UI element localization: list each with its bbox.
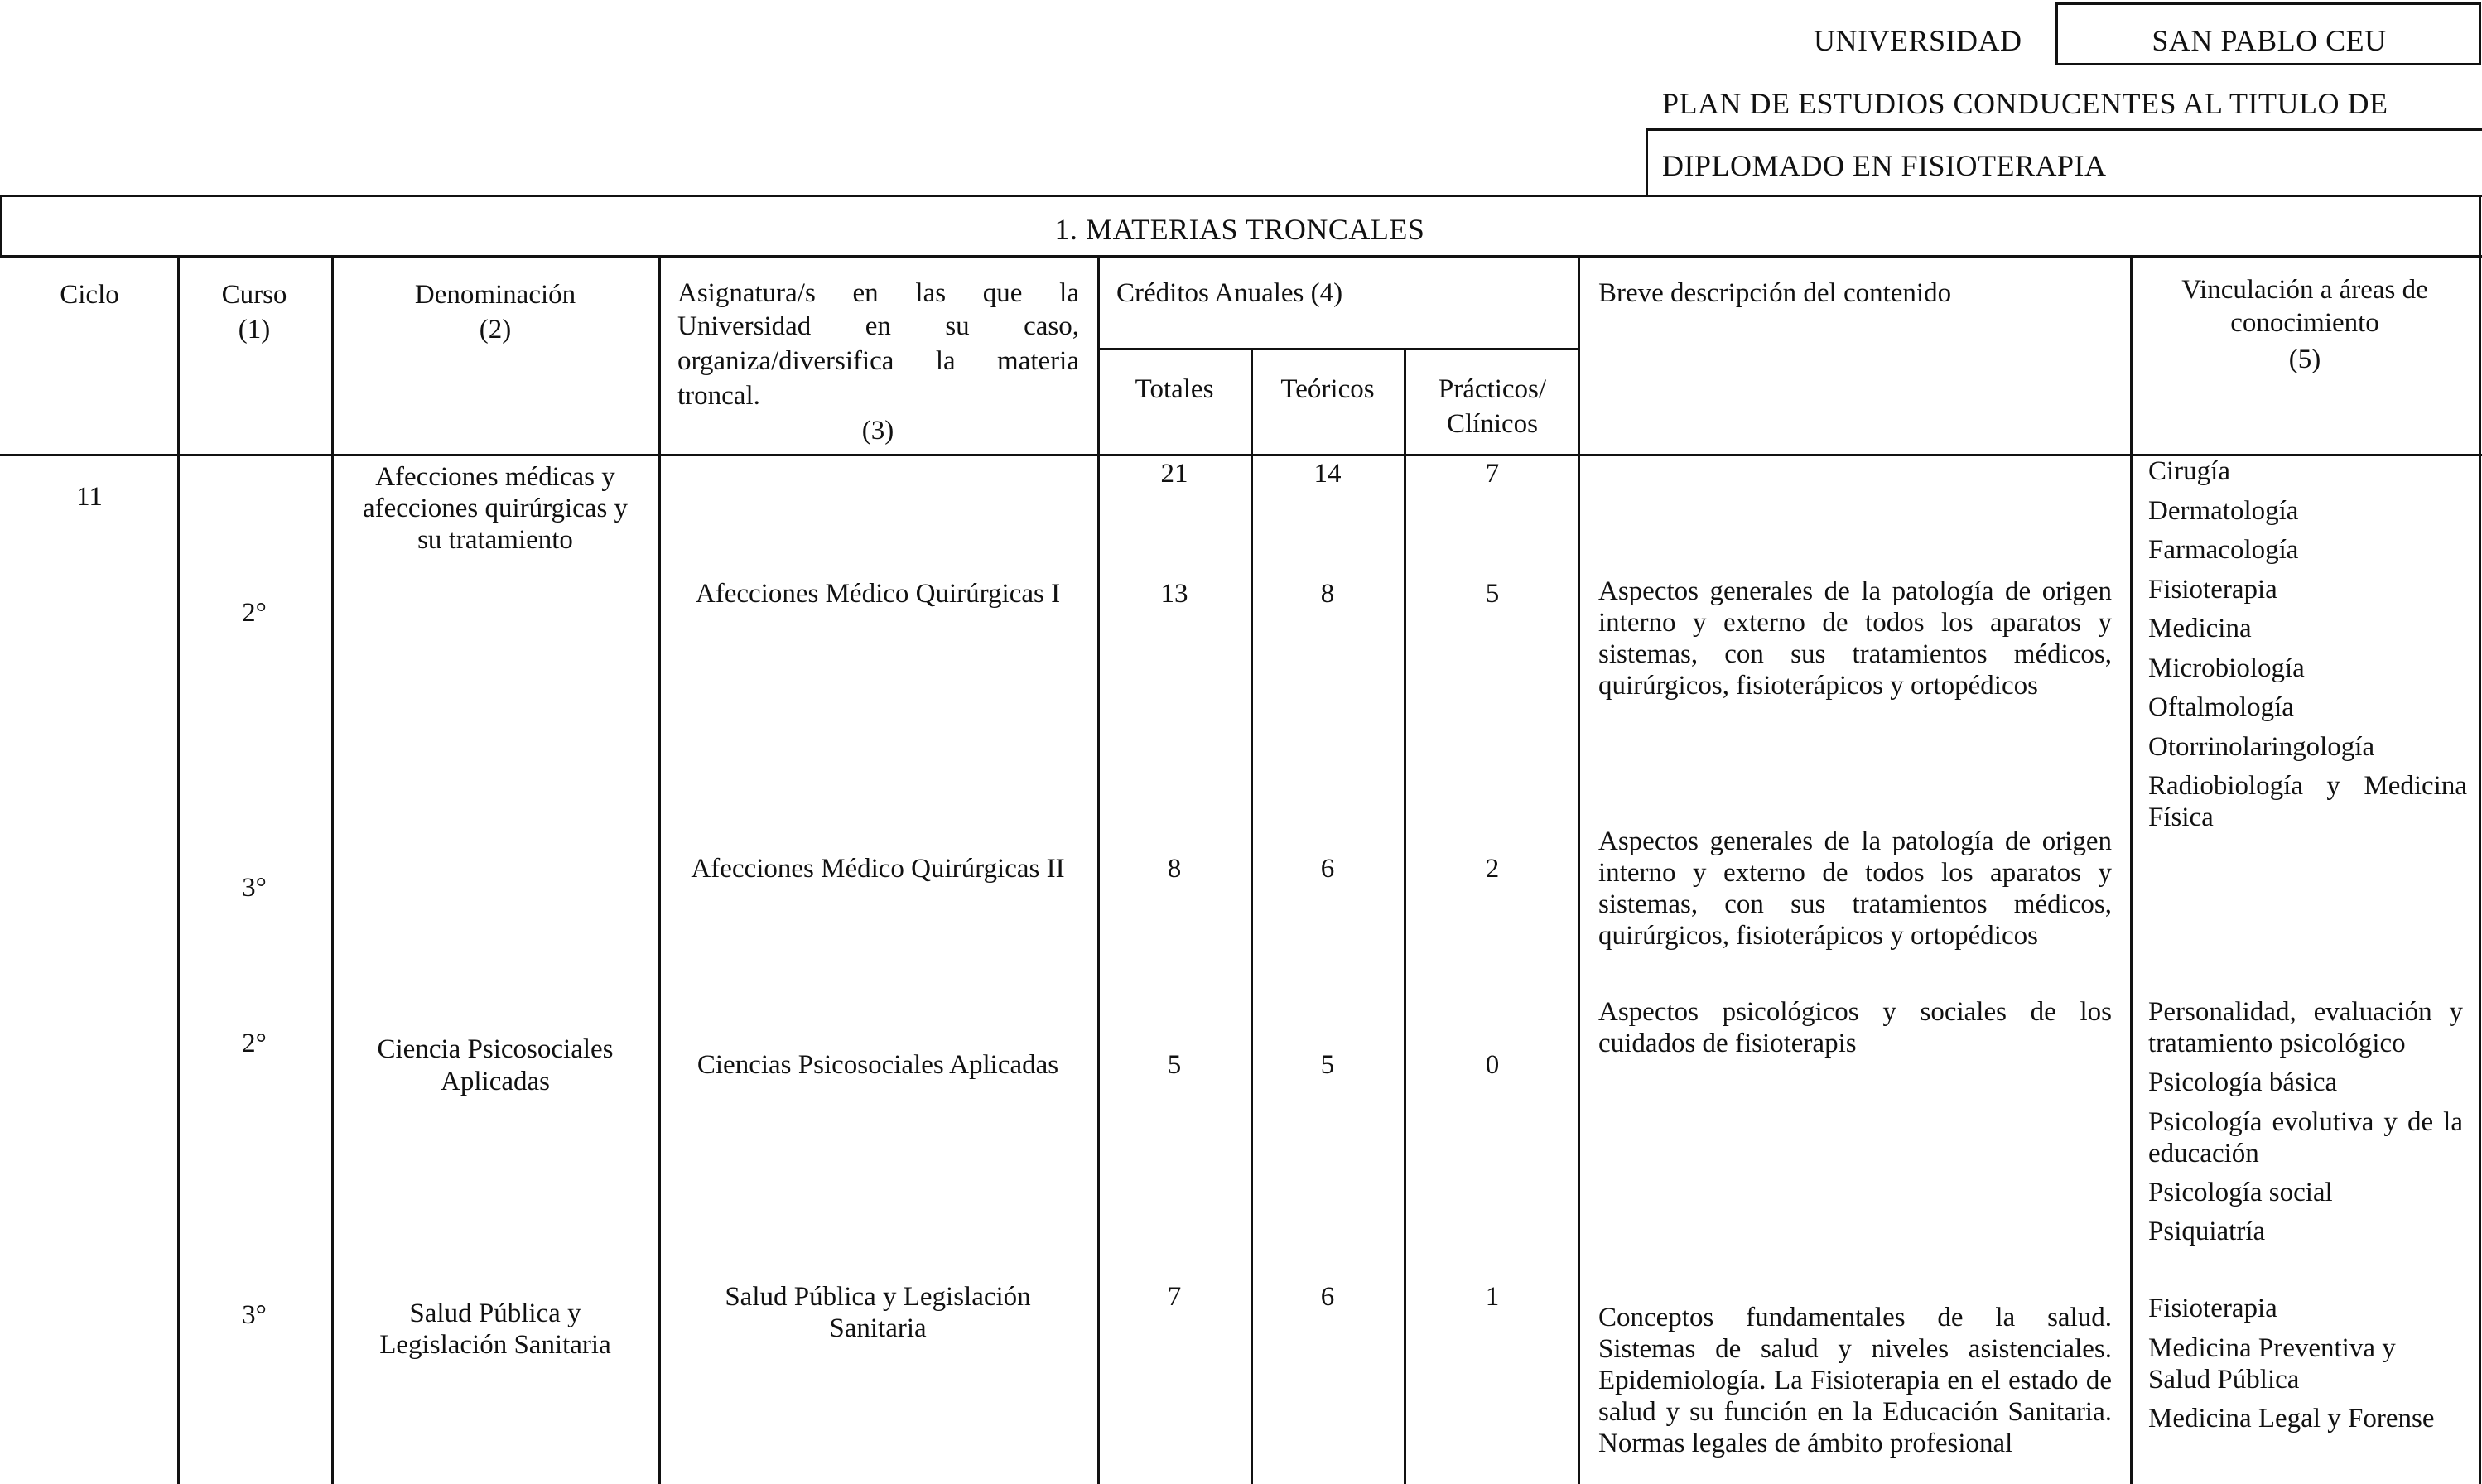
header-curso-note: (1): [238, 315, 271, 344]
area-item: Fisioterapia: [2148, 1294, 2277, 1323]
header-denominacion: Denominación: [414, 280, 576, 310]
r5-areas-list: [2148, 1293, 2463, 1434]
r2-descripcion: Aspectos generales de la patología de origen interno y externo de todos los aparatos y sistemas, con sus tratamientos médicos, quirúrgicos, fisioterápicos y ortopédicos: [1598, 576, 2112, 701]
title-row-border: [0, 255, 2482, 258]
r5-asignatura-2: Sanitaria: [829, 1313, 927, 1343]
r4-asignatura: Ciencias Psicosociales Aplicadas: [696, 1050, 1059, 1080]
r1-practicos: 7: [1485, 459, 1500, 489]
area-item: Psicología social: [2148, 1177, 2333, 1207]
r3-descripcion: Aspectos generales de la patología de origen interno y externo de todos los aparatos y sistemas, con sus tratamientos médicos, quirúrgicos, fisioterápicos y ortopédicos: [1598, 826, 2112, 951]
r5-denominacion-1: Salud Pública y: [409, 1298, 581, 1328]
r1-denominacion-2: afecciones quirúrgicas y: [362, 494, 629, 523]
area-item: Radiobiología y Medicina Física: [2148, 771, 2467, 832]
r4-totales: 5: [1167, 1050, 1182, 1080]
r4-denominacion-2: Aplicadas: [441, 1067, 550, 1096]
area-item: Cirugía: [2148, 456, 2230, 486]
r4-curso: 2°: [242, 1029, 267, 1058]
r5-totales: 7: [1167, 1282, 1182, 1312]
r5-descripcion: Conceptos fundamentales de la salud. Sistemas de salud y niveles asistenciales. Epidemiología. La Fisioterapia en el estado de salud y su función en la Educación Sanitaria. Normas legales de ámbito profesional: [1598, 1303, 2112, 1458]
header-descripcion: Breve descripción del contenido: [1598, 278, 1952, 308]
r5-denominacion-2: Legislación Sanitaria: [379, 1330, 611, 1360]
col-line-teoricos: [1404, 349, 1406, 1484]
col-line-descripcion: [2130, 255, 2133, 1484]
section-title: 1. MATERIAS TRONCALES: [1054, 213, 1425, 246]
header-teoricos: Teóricos: [1280, 374, 1375, 404]
header-asignatura-line4: troncal.: [677, 381, 760, 411]
r2-totales: 13: [1160, 579, 1188, 609]
header-vinculacion: Vinculación a áreas de: [2181, 275, 2428, 305]
r2-curso: 2°: [242, 598, 267, 628]
r2-asignatura: Afecciones Médico Quirúrgicas I: [695, 579, 1061, 609]
r4-descripcion: Aspectos psicológicos y sociales de los cuidados de fisioterapis: [1598, 997, 2112, 1058]
header-practicos-2: Clínicos: [1446, 409, 1539, 439]
area-item: Fisioterapia: [2148, 574, 2277, 605]
r1-denominacion-1: Afecciones médicas y: [375, 462, 615, 492]
r3-asignatura: Afecciones Médico Quirúrgicas II: [691, 854, 1065, 884]
university-name: SAN PABLO CEU: [2152, 24, 2387, 57]
header-practicos: Prácticos/: [1438, 374, 1547, 404]
header-vinculacion-note: (5): [2288, 344, 2321, 374]
header-row-border: [0, 454, 2482, 456]
col-line-denominacion: [658, 255, 661, 1484]
r3-totales: 8: [1167, 854, 1182, 884]
r5-asignatura-1: Salud Pública y Legislación: [725, 1282, 1031, 1312]
area-item: Dermatología: [2148, 495, 2299, 526]
r3-curso: 3°: [242, 873, 267, 903]
area-item: Medicina: [2148, 614, 2252, 643]
university-label: UNIVERSIDAD: [1814, 24, 2022, 57]
creditos-sub-border: [1097, 348, 1580, 350]
header-ciclo: Ciclo: [60, 280, 119, 310]
degree-box-left: [1646, 128, 1648, 195]
header-asignatura-line3: organiza/diversifica la materia: [677, 346, 1079, 376]
area-item: Otorrinolaringología: [2148, 731, 2375, 762]
r5-practicos: 1: [1485, 1282, 1500, 1312]
r2-practicos: 5: [1485, 579, 1500, 609]
col-line-totales: [1251, 349, 1253, 1484]
area-item: Psiquiatría: [2148, 1217, 2266, 1246]
r4-denominacion-1: Ciencia Psicosociales: [377, 1034, 614, 1064]
r4-teoricos: 5: [1320, 1050, 1335, 1080]
header-denominacion-note: (2): [479, 315, 512, 344]
r3-practicos: 2: [1485, 854, 1500, 884]
r4-practicos: 0: [1485, 1050, 1500, 1080]
area-item: Medicina Legal y Forense: [2148, 1403, 2435, 1433]
r1-areas-list: [2148, 455, 2467, 833]
ciclo-value: 11: [76, 482, 103, 512]
table-right-border: [2479, 195, 2481, 1484]
r3-teoricos: 6: [1320, 854, 1335, 884]
r5-curso: 3°: [242, 1300, 267, 1330]
area-item: Oftalmología: [2148, 692, 2294, 722]
area-item: Personalidad, evaluación y tratamiento psicológico: [2148, 997, 2463, 1058]
col-line-creditos: [1578, 255, 1580, 1484]
r4-areas-list: [2148, 996, 2463, 1247]
header-asignatura-line2: Universidad en su caso,: [677, 311, 1079, 341]
col-line-curso: [331, 255, 334, 1484]
degree-box-top: [1646, 128, 2482, 131]
area-item: Microbiología: [2148, 653, 2305, 683]
header-asignatura-note: (3): [861, 416, 894, 446]
header-curso: Curso: [221, 280, 287, 310]
area-item: Medicina Preventiva y Salud Pública: [2148, 1332, 2396, 1395]
r5-teoricos: 6: [1320, 1282, 1335, 1312]
header-asignatura-line1: Asignatura/s en las que la: [677, 278, 1079, 308]
header-vinculacion-2: conocimiento: [2230, 308, 2379, 338]
header-totales: Totales: [1135, 374, 1214, 404]
r1-totales: 21: [1160, 459, 1188, 489]
area-item: Psicología básica: [2148, 1067, 2338, 1097]
col-line-ciclo: [177, 255, 180, 1484]
degree-title: DIPLOMADO EN FISIOTERAPIA: [1662, 149, 2107, 182]
r1-teoricos: 14: [1313, 459, 1342, 489]
col-line-asignatura: [1097, 255, 1100, 1484]
header-creditos: Créditos Anuales (4): [1116, 278, 1343, 308]
table-top-border: [0, 195, 2482, 197]
plan-line: PLAN DE ESTUDIOS CONDUCENTES AL TITULO DE: [1662, 87, 2388, 120]
area-item: Psicología evolutiva y de la educación: [2148, 1106, 2463, 1168]
table-left-border: [0, 195, 2, 257]
area-item: Farmacología: [2148, 535, 2299, 565]
r1-denominacion-3: su tratamiento: [417, 525, 573, 555]
r2-teoricos: 8: [1320, 579, 1335, 609]
